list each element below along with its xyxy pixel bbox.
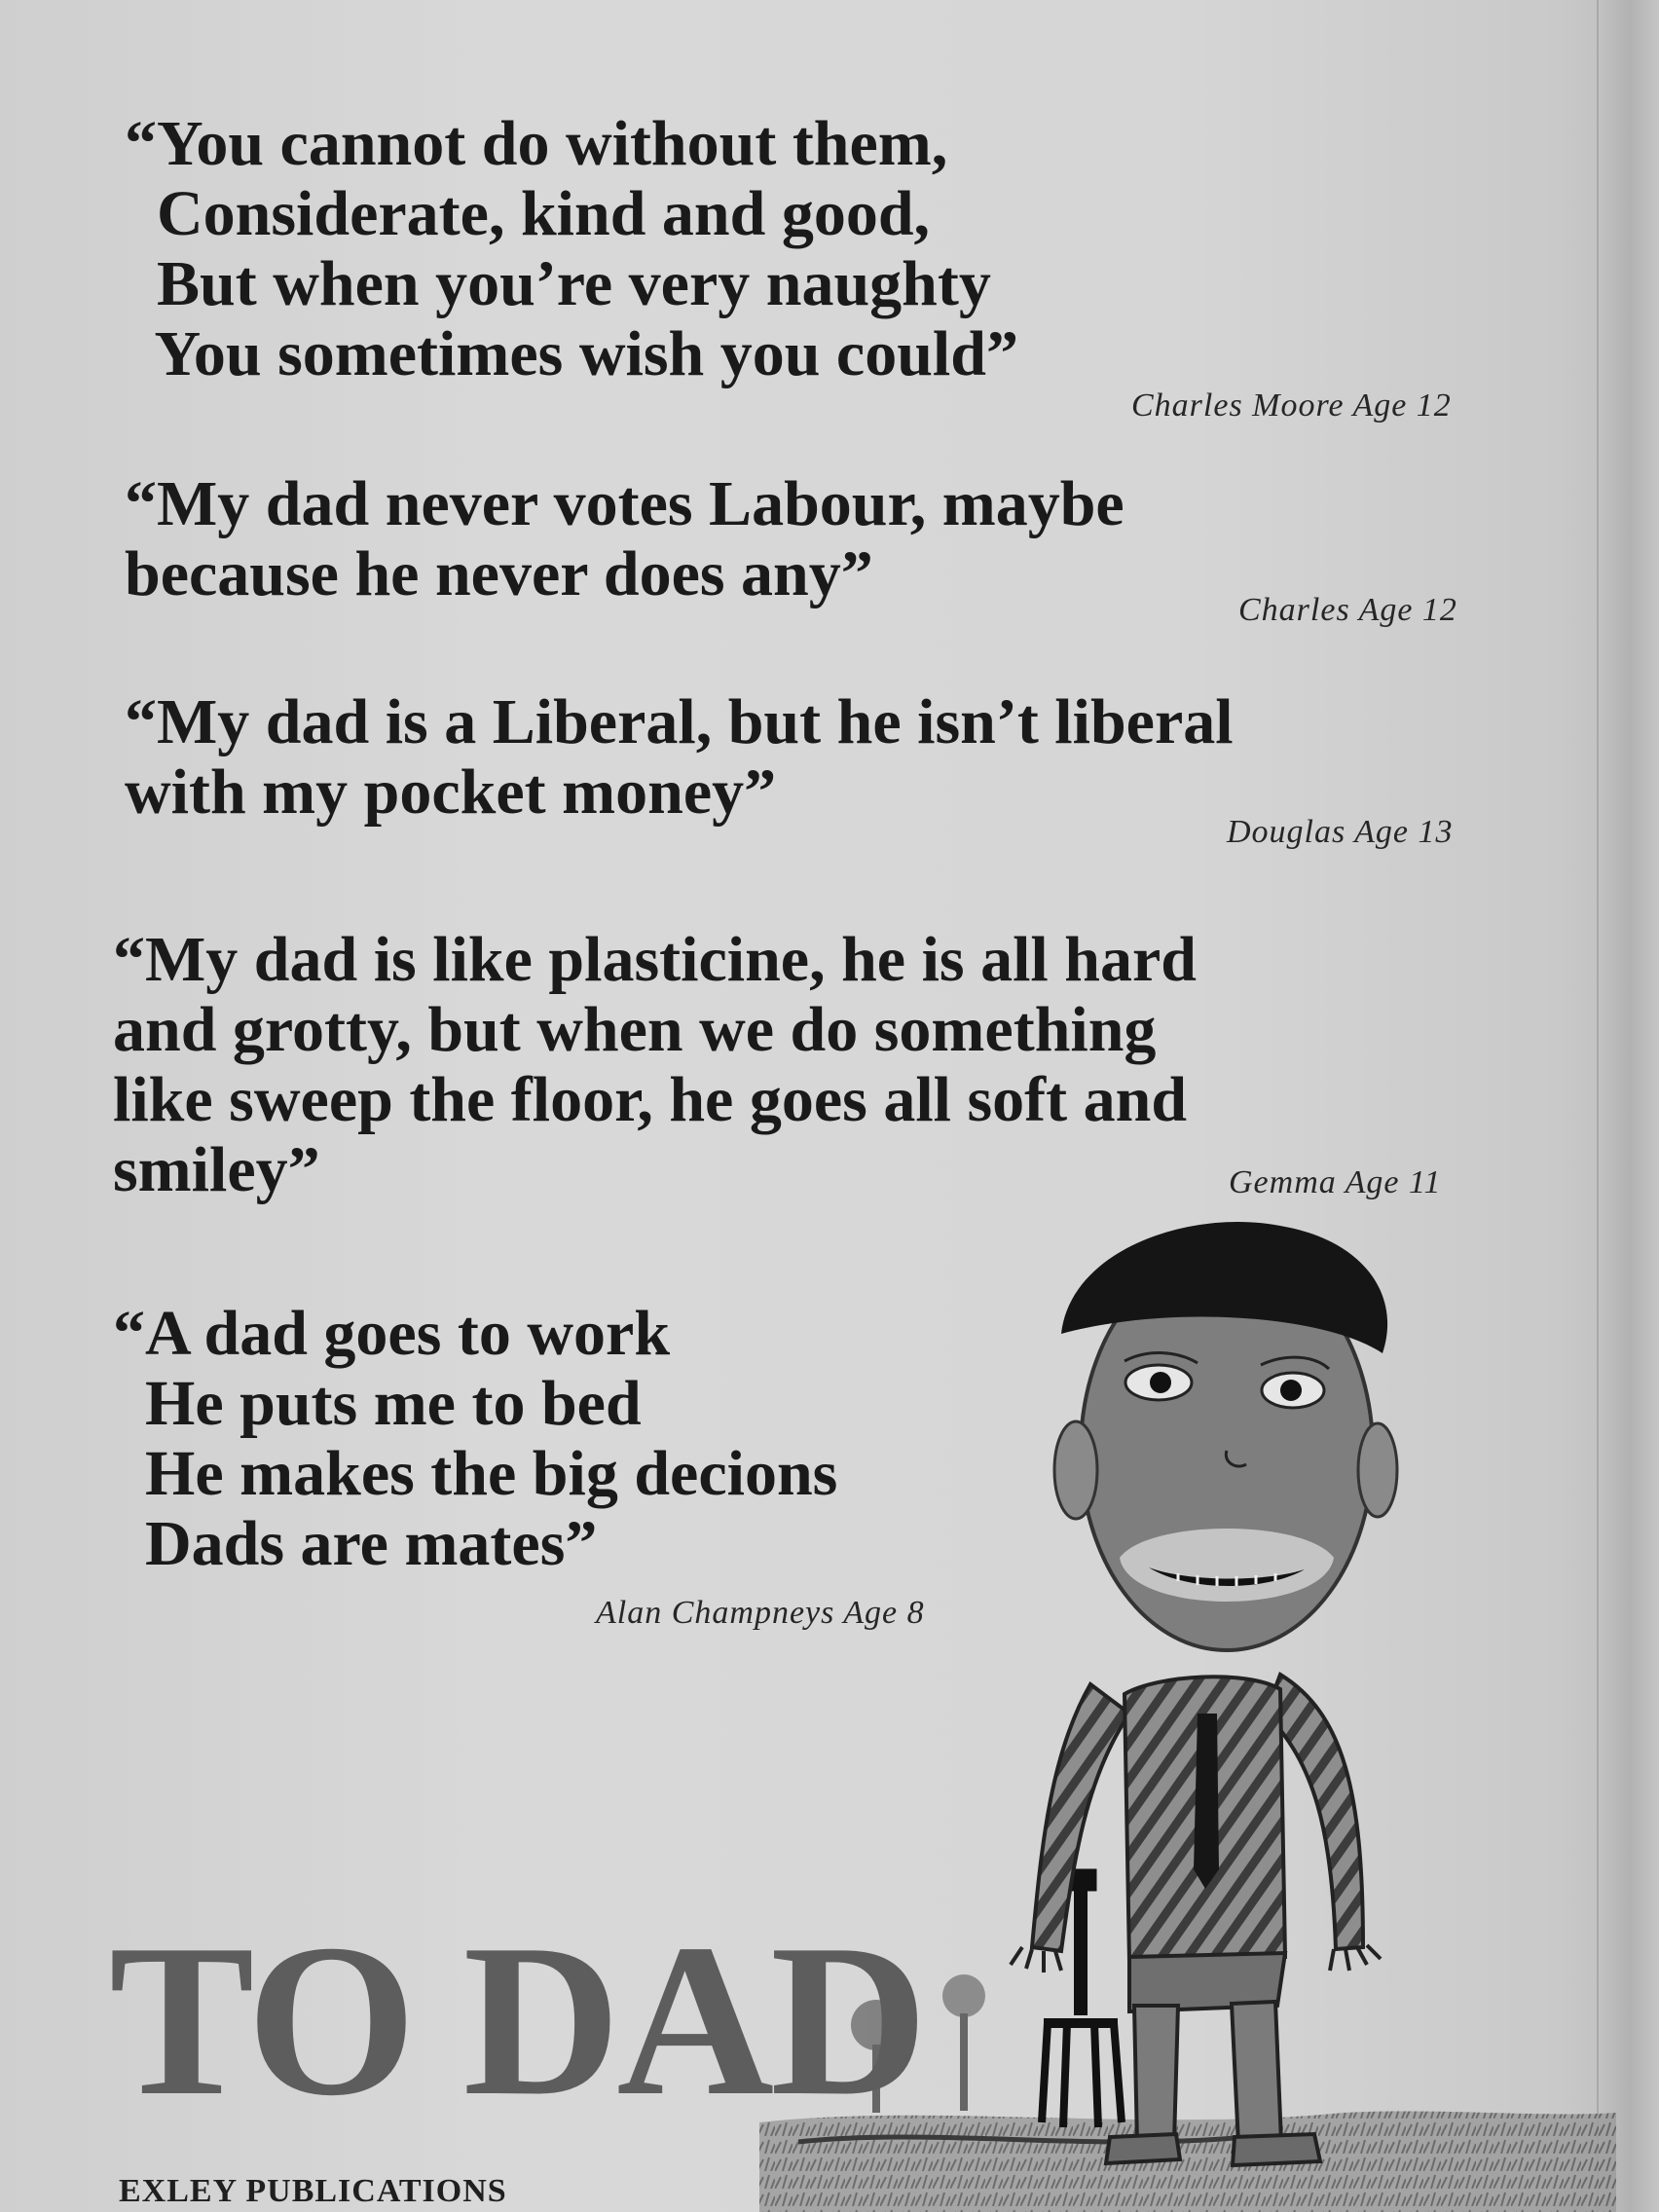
quote-5-attribution: Alan Champneys Age 8: [596, 1595, 925, 1631]
quote-2: “My dad never votes Labour, maybe because he never does any”: [125, 468, 1124, 609]
quote-5: “A dad goes to work He puts me to bed He makes the big decions Dads are mates”: [113, 1298, 838, 1579]
right-leg: [1232, 2002, 1281, 2144]
publisher-name: EXLEY PUBLICATIONS: [119, 2173, 507, 2209]
quote-3: “My dad is a Liberal, but he isn’t liberal with my pocket money”: [125, 686, 1234, 828]
necktie: [1194, 1714, 1219, 1889]
quote-1-attribution: Charles Moore Age 12: [1131, 387, 1452, 424]
book-title: TO DAD: [109, 1899, 924, 2141]
quote-3-attribution: Douglas Age 13: [1227, 814, 1454, 850]
left-leg: [1134, 2006, 1178, 2144]
quote-4: “My dad is like plasticine, he is all hard and grotty, but when we do something like sweep the floor, he goes all soft and smiley”: [113, 924, 1197, 1205]
quote-1: “You cannot do without them, Considerate, kind and good, But when you’re very naughty You sometimes wish you could”: [125, 108, 1018, 389]
quote-4-attribution: Gemma Age 11: [1229, 1164, 1442, 1200]
quote-2-attribution: Charles Age 12: [1238, 592, 1457, 628]
